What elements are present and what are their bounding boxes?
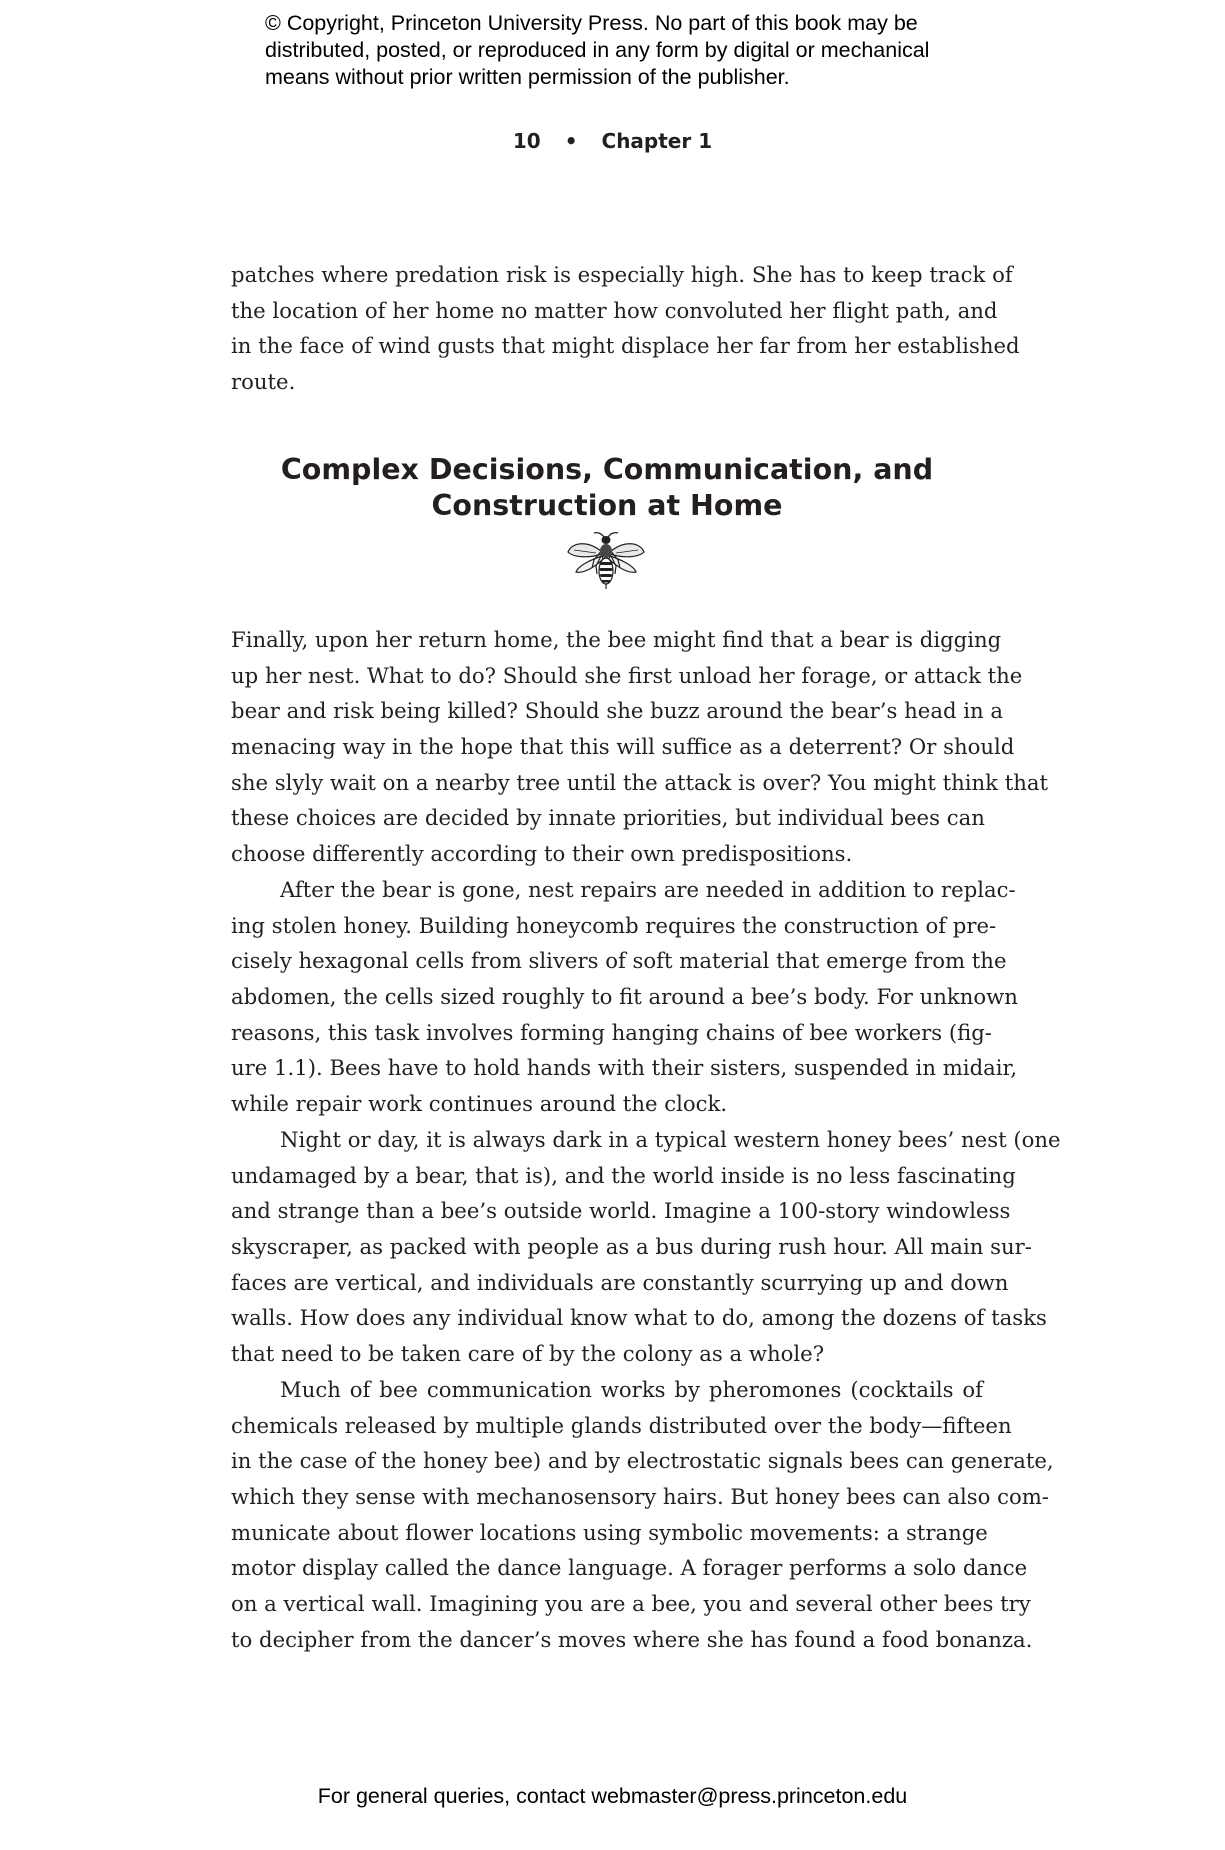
text-line: skyscraper, as packed with people as a bus during rush hour. All main sur- [231, 1234, 1032, 1260]
text-line: the location of her home no matter how convoluted her flight path, and [231, 297, 998, 323]
section-heading-line: Complex Decisions, Communication, and [280, 453, 934, 486]
page-number: 10 [512, 129, 541, 153]
text-line: chemicals released by multiple glands distributed over the body—fifteen [231, 1412, 1012, 1438]
footer-contact: For general queries, contact webmaster@press.princeton.edu [317, 1784, 908, 1808]
text-line: in the case of the honey bee) and by electrostatic signals bees can generate, [231, 1448, 1054, 1474]
text-line: walls. How does any individual know what to do, among the dozens of tasks [231, 1305, 1047, 1331]
section-heading [231, 452, 983, 524]
text-line: and strange than a bee’s outside world. Imagine a 100-story windowless [231, 1198, 1011, 1224]
text-line: while repair work continues around the clock. [231, 1091, 728, 1117]
body-paragraph-4 [231, 1372, 1054, 1658]
copyright-line: distributed, posted, or reproduced in any form by digital or mechanical [265, 38, 930, 62]
intro-paragraph [231, 257, 1020, 400]
body-paragraph-2 [231, 872, 1018, 1122]
text-line: choose differently according to their own predispositions. [231, 841, 853, 867]
text-line: cisely hexagonal cells from slivers of soft material that emerge from the [231, 948, 1007, 974]
text-line: to decipher from the dancer’s moves where she has found a food bonanza. [231, 1626, 1033, 1652]
text-line: ing stolen honey. Building honeycomb requires the construction of pre- [231, 912, 997, 938]
text-line: she slyly wait on a nearby tree until the attack is over? You might think that [231, 769, 1049, 795]
text-line: faces are vertical, and individuals are constantly scurrying up and down [231, 1269, 1009, 1295]
body-paragraph-1 [231, 622, 1049, 872]
text-line: these choices are decided by innate priorities, but individual bees can [231, 805, 985, 831]
copyright-line: © Copyright, Princeton University Press. No part of this book may be [265, 11, 918, 35]
text-line: reasons, this task involves forming hanging chains of bee workers (fig- [231, 1019, 992, 1045]
text-line: patches where predation risk is especially high. She has to keep track of [231, 262, 1013, 287]
text-line: undamaged by a bear, that is), and the world inside is no less fascinating [231, 1162, 1016, 1188]
section-heading-line: Construction at Home [431, 489, 783, 522]
text-line: bear and risk being killed? Should she buzz around the bear’s head in a [231, 698, 1004, 724]
running-head [0, 127, 1225, 155]
text-line: Finally, upon her return home, the bee might find that a bear is digging [231, 627, 1002, 652]
text-line: route. [231, 369, 296, 395]
text-line: on a vertical wall. Imagining you are a bee, you and several other bees try [231, 1591, 1031, 1617]
bee-icon [566, 530, 646, 592]
chapter-label: Chapter 1 [601, 129, 713, 153]
text-line: abdomen, the cells sized roughly to fit around a bee’s body. For unknown [231, 984, 1018, 1010]
text-line: ure 1.1). Bees have to hold hands with their sisters, suspended in midair, [231, 1055, 1018, 1081]
bullet-separator: • [564, 129, 578, 153]
text-line: which they sense with mechanosensory hairs. But honey bees can also com- [231, 1484, 1049, 1510]
text-line: that need to be taken care of by the colony as a whole? [231, 1341, 825, 1367]
text-line: in the face of wind gusts that might displace her far from her established [231, 333, 1020, 359]
text-line: After the bear is gone, nest repairs are needed in addition to replac- [280, 877, 1016, 902]
text-line: menacing way in the hope that this will suffice as a deterrent? Or should [231, 734, 1015, 760]
copyright-notice [265, 10, 985, 91]
text-line: motor display called the dance language. A forager performs a solo dance [231, 1555, 1028, 1581]
body-paragraph-3 [231, 1122, 1061, 1372]
copyright-line: means without prior written permission of the publisher. [265, 65, 790, 89]
text-line: up her nest. What to do? Should she first unload her forage, or attack the [231, 662, 1023, 688]
text-line: municate about flower locations using symbolic movements: a strange [231, 1519, 988, 1545]
text-line: Much of bee communication works by pheromones (cocktails of [280, 1377, 983, 1402]
text-line: Night or day, it is always dark in a typical western honey bees’ nest (one [280, 1127, 1061, 1152]
